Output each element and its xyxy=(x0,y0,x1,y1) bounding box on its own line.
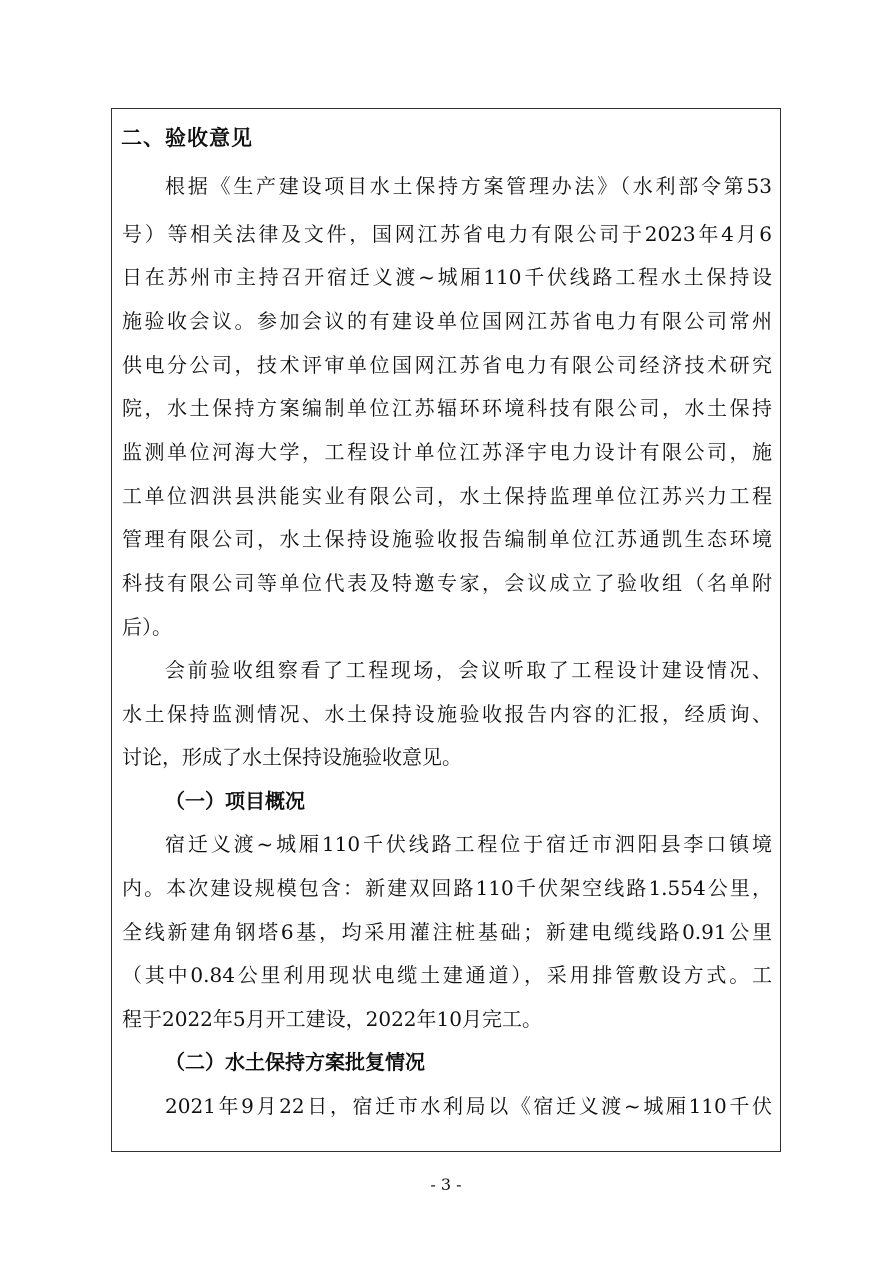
paragraph-line: 内。本次建设规模包含：新建双回路110千伏架空线路1.554公里， xyxy=(122,876,772,900)
paragraph-line: 根据《生产建设项目水土保持方案管理办法》（水利部令第53 xyxy=(165,174,772,198)
subheading-plan-approval: （二）水土保持方案批复情况 xyxy=(165,1050,425,1074)
paragraph-line: （其中0.84公里利用现状电缆土建通道），采用排管敷设方式。工 xyxy=(122,963,772,987)
paragraph-line: 号）等相关法律及文件，国网江苏省电力有限公司于2023年4月6 xyxy=(122,222,772,246)
paragraph-line: 程于2022年5月开工建设，2022年10月完工。 xyxy=(122,1007,542,1031)
paragraph-line: 水土保持监测情况、水土保持设施验收报告内容的汇报，经质询、 xyxy=(122,702,772,726)
paragraph-line: 后）。 xyxy=(122,615,172,639)
paragraph-line: 供电分公司，技术评审单位国网江苏省电力有限公司经济技术研究 xyxy=(122,353,772,377)
paragraph-line: 工单位泗洪县洪能实业有限公司，水土保持监理单位江苏兴力工程 xyxy=(122,484,772,508)
paragraph-line: 2021年9月22日，宿迁市水利局以《宿迁义渡~城厢110千伏 xyxy=(165,1094,772,1118)
paragraph-line: 监测单位河海大学，工程设计单位江苏泽宇电力设计有限公司，施 xyxy=(122,440,772,464)
paragraph-line: 日在苏州市主持召开宿迁义渡~城厢110千伏线路工程水土保持设 xyxy=(122,265,772,289)
paragraph-line: 管理有限公司，水土保持设施验收报告编制单位江苏通凯生态环境 xyxy=(122,527,772,551)
paragraph-line: 全线新建角钢塔6基，均采用灌注桩基础；新建电缆线路0.91公里 xyxy=(122,920,772,944)
paragraph-line: 宿迁义渡~城厢110千伏线路工程位于宿迁市泗阳县李口镇境 xyxy=(165,832,772,856)
paragraph-line: 院，水土保持方案编制单位江苏辐环环境科技有限公司，水土保持 xyxy=(122,396,772,420)
paragraph-line: 施验收会议。参加会议的有建设单位国网江苏省电力有限公司常州 xyxy=(122,309,772,333)
section-title: 二、验收意见 xyxy=(121,125,253,150)
paragraph-line: 科技有限公司等单位代表及特邀专家，会议成立了验收组（名单附 xyxy=(122,571,772,595)
page-number: - 3 - xyxy=(430,1175,462,1194)
paragraph-line: 会前验收组察看了工程现场，会议听取了工程设计建设情况、 xyxy=(165,658,772,682)
subheading-project-overview: （一）项目概况 xyxy=(165,789,305,813)
paragraph-line: 讨论，形成了水土保持设施验收意见。 xyxy=(122,745,462,769)
